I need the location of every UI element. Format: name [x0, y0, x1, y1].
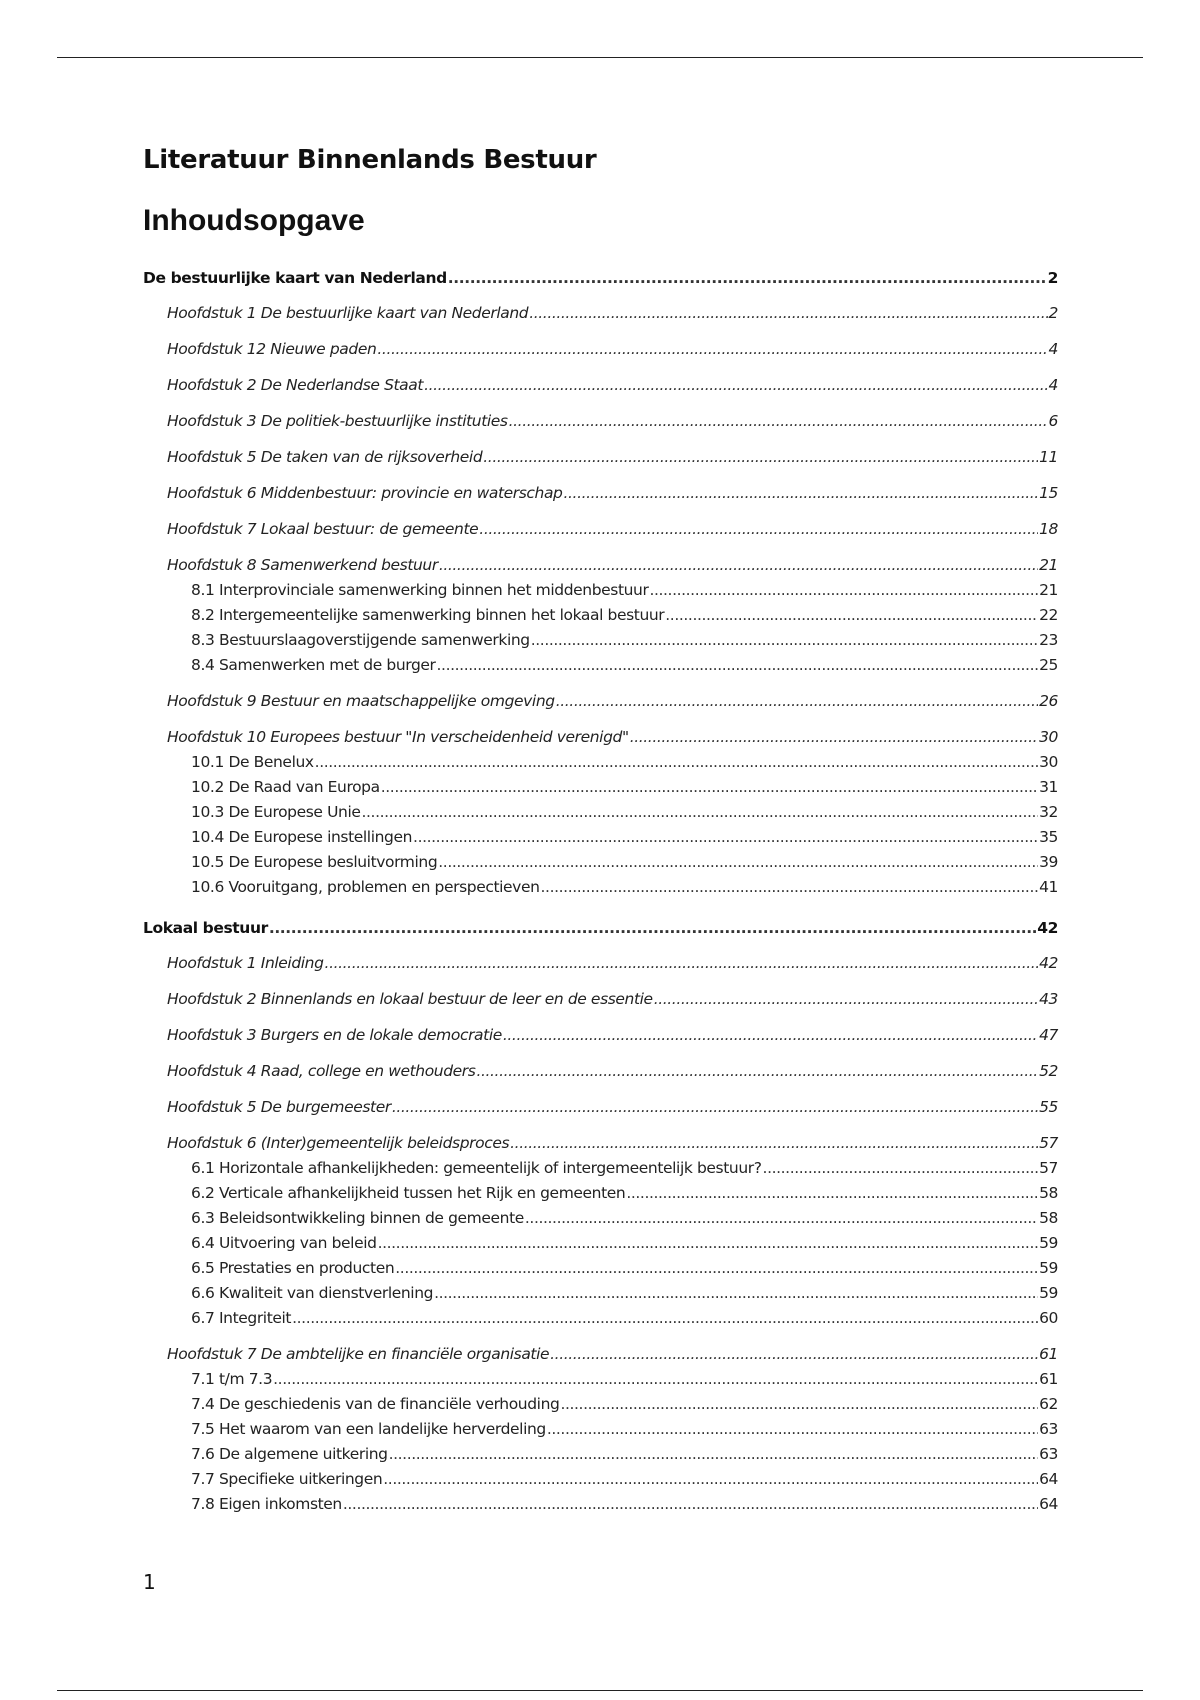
toc-entry-page: 35	[1039, 828, 1058, 846]
toc-entry-chapter[interactable]	[143, 725, 1058, 750]
toc-entry-page: 31	[1039, 778, 1058, 796]
toc-entry-section[interactable]	[143, 1392, 1058, 1417]
page-number: 1	[143, 1570, 156, 1594]
footer-rule	[57, 1690, 1143, 1691]
toc-dot-leader	[630, 725, 1038, 750]
toc-entry-page: 59	[1039, 1259, 1058, 1277]
toc-entry-title: 8.3 Bestuurslaagoverstijgende samenwerking	[191, 631, 530, 649]
toc-entry-title: Hoofdstuk 9 Bestuur en maatschappelijke omgeving	[167, 692, 555, 710]
toc-dot-leader	[269, 916, 1036, 941]
toc-entry-page: 42	[1037, 919, 1058, 937]
toc-entry-section[interactable]	[143, 1206, 1058, 1231]
toc-entry-chapter[interactable]	[143, 1059, 1058, 1084]
toc-entry-section[interactable]	[143, 1442, 1058, 1467]
toc-entry-section[interactable]	[143, 850, 1058, 875]
toc-entry-chapter[interactable]	[143, 301, 1058, 326]
toc-dot-leader	[392, 1095, 1038, 1120]
toc-entry-title: Hoofdstuk 7 Lokaal bestuur: de gemeente	[167, 520, 479, 538]
toc-entry-chapter[interactable]	[143, 373, 1058, 398]
toc-dot-leader	[529, 301, 1047, 326]
header-rule	[57, 57, 1143, 58]
toc-dot-leader	[547, 1417, 1038, 1442]
toc-entry-title: Hoofdstuk 10 Europees bestuur "In verscheidenheid verenigd"	[167, 728, 629, 746]
toc-dot-leader	[292, 1306, 1038, 1331]
toc-entry-section[interactable]	[143, 775, 1058, 800]
toc-dot-leader	[550, 1342, 1038, 1367]
toc-dot-leader	[377, 337, 1047, 362]
toc-dot-leader	[362, 800, 1039, 825]
toc-entry-page: 18	[1039, 520, 1058, 538]
toc-entry-title: Lokaal bestuur	[143, 919, 268, 937]
toc-entry-section[interactable]	[143, 1467, 1058, 1492]
toc-entry-page: 47	[1039, 1026, 1058, 1044]
toc-entry-chapter[interactable]	[143, 553, 1058, 578]
toc-dot-leader	[383, 1467, 1038, 1492]
toc-dot-leader	[413, 825, 1038, 850]
toc-entry-title: Hoofdstuk 5 De burgemeester	[167, 1098, 391, 1116]
toc-entry-title: Hoofdstuk 5 De taken van de rijksoverheid	[167, 448, 483, 466]
toc-entry-title: 10.3 De Europese Unie	[191, 803, 361, 821]
toc-entry-title: 6.4 Uitvoering van beleid	[191, 1234, 377, 1252]
toc-dot-leader	[503, 1023, 1038, 1048]
toc-entry-title: 6.5 Prestaties en producten	[191, 1259, 395, 1277]
toc-dot-leader	[626, 1181, 1038, 1206]
table-of-contents	[143, 266, 1058, 1517]
toc-entry-page: 59	[1039, 1234, 1058, 1252]
toc-entry-section[interactable]	[143, 1256, 1058, 1281]
toc-entry-title: 10.6 Vooruitgang, problemen en perspectieven	[191, 878, 540, 896]
toc-dot-leader	[525, 1206, 1038, 1231]
toc-entry-page: 6	[1048, 412, 1058, 430]
toc-entry-title: 8.2 Intergemeentelijke samenwerking binnen het lokaal bestuur	[191, 606, 665, 624]
toc-dot-leader	[378, 1231, 1039, 1256]
toc-entry-page: 61	[1039, 1370, 1058, 1388]
toc-entry-page: 21	[1039, 581, 1058, 599]
toc-entry-section[interactable]	[143, 1281, 1058, 1306]
toc-entry-title: 6.6 Kwaliteit van dienstverlening	[191, 1284, 434, 1302]
toc-dot-leader	[381, 775, 1038, 800]
toc-entry-section[interactable]	[143, 1417, 1058, 1442]
toc-entry-title: 6.7 Integriteit	[191, 1309, 292, 1327]
toc-entry-page: 57	[1039, 1159, 1058, 1177]
toc-entry-chapter[interactable]	[143, 951, 1058, 976]
toc-entry-section[interactable]	[143, 1181, 1058, 1206]
toc-dot-leader	[763, 1156, 1039, 1181]
toc-entry-page: 21	[1039, 556, 1058, 574]
toc-entry-page: 61	[1039, 1345, 1058, 1363]
toc-dot-leader	[343, 1492, 1038, 1517]
toc-entry-page: 32	[1039, 803, 1058, 821]
toc-entry-page: 22	[1039, 606, 1058, 624]
toc-entry-section[interactable]	[143, 603, 1058, 628]
toc-dot-leader	[556, 689, 1038, 714]
toc-entry-section[interactable]	[143, 628, 1058, 653]
toc-entry-section[interactable]	[143, 750, 1058, 775]
toc-entry-chapter[interactable]	[143, 445, 1058, 470]
toc-dot-leader	[395, 1256, 1038, 1281]
toc-entry-title: 10.1 De Benelux	[191, 753, 314, 771]
toc-entry-page: 43	[1039, 990, 1058, 1008]
toc-dot-leader	[438, 850, 1038, 875]
toc-entry-page: 2	[1048, 304, 1058, 322]
toc-dot-leader	[439, 553, 1038, 578]
toc-entry-page: 63	[1039, 1420, 1058, 1438]
toc-entry-page: 60	[1039, 1309, 1058, 1327]
toc-entry-page: 15	[1039, 484, 1058, 502]
toc-dot-leader	[531, 628, 1038, 653]
toc-entry-chapter[interactable]	[143, 409, 1058, 434]
toc-dot-leader	[434, 1281, 1038, 1306]
toc-entry-section[interactable]	[143, 1492, 1058, 1517]
toc-dot-leader	[654, 987, 1038, 1012]
toc-dot-leader	[483, 445, 1038, 470]
toc-entry-title: 7.4 De geschiedenis van de financiële verhouding	[191, 1395, 560, 1413]
toc-entry-page: 52	[1039, 1062, 1058, 1080]
document-title: Literatuur Binnenlands Bestuur	[143, 145, 597, 175]
toc-entry-chapter[interactable]	[143, 517, 1058, 542]
toc-entry-page: 64	[1039, 1470, 1058, 1488]
toc-dot-leader	[479, 517, 1038, 542]
toc-entry-title: Hoofdstuk 6 Middenbestuur: provincie en waterschap	[167, 484, 563, 502]
toc-entry-title: 7.5 Het waarom van een landelijke herverdeling	[191, 1420, 546, 1438]
toc-entry-page: 41	[1039, 878, 1058, 896]
toc-entry-section[interactable]	[143, 1156, 1058, 1181]
toc-entry-chapter[interactable]	[143, 481, 1058, 506]
toc-entry-page: 4	[1048, 376, 1058, 394]
toc-entry-page: 23	[1039, 631, 1058, 649]
toc-entry-section[interactable]	[143, 800, 1058, 825]
toc-entry-title: 10.4 De Europese instellingen	[191, 828, 413, 846]
toc-entry-section[interactable]	[143, 1231, 1058, 1256]
toc-entry-title: Hoofdstuk 4 Raad, college en wethouders	[167, 1062, 476, 1080]
toc-entry-title: Hoofdstuk 1 Inleiding	[167, 954, 324, 972]
toc-entry-title: Hoofdstuk 12 Nieuwe paden	[167, 340, 377, 358]
toc-entry-section[interactable]	[143, 1306, 1058, 1331]
toc-entry-title: 6.2 Verticale afhankelijkheid tussen het Rijk en gemeenten	[191, 1184, 626, 1202]
toc-dot-leader	[510, 1131, 1038, 1156]
toc-entry-title: 7.1 t/m 7.3	[191, 1370, 273, 1388]
toc-entry-title: Hoofdstuk 3 De politiek-bestuurlijke instituties	[167, 412, 508, 430]
toc-entry-page: 30	[1039, 728, 1058, 746]
toc-entry-title: 6.1 Horizontale afhankelijkheden: gemeentelijk of intergemeentelijk bestuur?	[191, 1159, 762, 1177]
toc-heading: Inhoudsopgave	[143, 204, 365, 237]
toc-entry-page: 59	[1039, 1284, 1058, 1302]
toc-entry-title: Hoofdstuk 7 De ambtelijke en financiële organisatie	[167, 1345, 550, 1363]
toc-entry-section[interactable]	[143, 578, 1058, 603]
toc-dot-leader	[509, 409, 1048, 434]
toc-dot-leader	[325, 951, 1039, 976]
toc-entry-title: 7.6 De algemene uitkering	[191, 1445, 388, 1463]
toc-entry-title: Hoofdstuk 2 De Nederlandse Staat	[167, 376, 424, 394]
toc-entry-title: 7.8 Eigen inkomsten	[191, 1495, 342, 1513]
toc-dot-leader	[437, 653, 1039, 678]
toc-entry-page: 11	[1039, 448, 1058, 466]
toc-entry-section[interactable]	[143, 1367, 1058, 1392]
toc-entry-title: Hoofdstuk 8 Samenwerkend bestuur	[167, 556, 438, 574]
toc-entry-chapter[interactable]	[143, 337, 1058, 362]
toc-entry-title: 10.2 De Raad van Europa	[191, 778, 380, 796]
toc-entry-title: 6.3 Beleidsontwikkeling binnen de gemeente	[191, 1209, 524, 1227]
toc-dot-leader	[389, 1442, 1038, 1467]
toc-entry-page: 25	[1039, 656, 1058, 674]
toc-entry-title: Hoofdstuk 3 Burgers en de lokale democratie	[167, 1026, 502, 1044]
toc-entry-title: 8.4 Samenwerken met de burger	[191, 656, 436, 674]
toc-entry-page: 2	[1047, 269, 1058, 287]
toc-dot-leader	[560, 1392, 1038, 1417]
toc-dot-leader	[665, 603, 1038, 628]
toc-entry-page: 42	[1039, 954, 1058, 972]
toc-entry-title: Hoofdstuk 6 (Inter)gemeentelijk beleidsproces	[167, 1134, 510, 1152]
toc-entry-page: 30	[1039, 753, 1058, 771]
toc-entry-title: 10.5 De Europese besluitvorming	[191, 853, 438, 871]
toc-entry-page: 57	[1039, 1134, 1058, 1152]
toc-entry-page: 64	[1039, 1495, 1058, 1513]
toc-entry-title: 7.7 Specifieke uitkeringen	[191, 1470, 383, 1488]
toc-dot-leader	[315, 750, 1038, 775]
toc-dot-leader	[649, 578, 1038, 603]
toc-entry-title: Hoofdstuk 1 De bestuurlijke kaart van Nederland	[167, 304, 529, 322]
toc-entry-page: 58	[1039, 1209, 1058, 1227]
toc-entry-part[interactable]	[143, 266, 1058, 291]
toc-entry-page: 4	[1048, 340, 1058, 358]
toc-dot-leader	[424, 373, 1047, 398]
toc-entry-page: 62	[1039, 1395, 1058, 1413]
toc-entry-part[interactable]	[143, 916, 1058, 941]
toc-entry-chapter[interactable]	[143, 1131, 1058, 1156]
toc-entry-chapter[interactable]	[143, 689, 1058, 714]
toc-entry-chapter[interactable]	[143, 1095, 1058, 1120]
toc-dot-leader	[564, 481, 1039, 506]
toc-entry-page: 58	[1039, 1184, 1058, 1202]
toc-entry-chapter[interactable]	[143, 987, 1058, 1012]
toc-entry-title: Hoofdstuk 2 Binnenlands en lokaal bestuur de leer en de essentie	[167, 990, 653, 1008]
toc-dot-leader	[476, 1059, 1038, 1084]
toc-entry-title: 8.1 Interprovinciale samenwerking binnen het middenbestuur	[191, 581, 649, 599]
toc-entry-page: 63	[1039, 1445, 1058, 1463]
toc-entry-page: 26	[1039, 692, 1058, 710]
toc-dot-leader	[541, 875, 1039, 900]
toc-dot-leader	[448, 266, 1047, 291]
toc-dot-leader	[273, 1367, 1038, 1392]
toc-entry-chapter[interactable]	[143, 1023, 1058, 1048]
toc-entry-page: 39	[1039, 853, 1058, 871]
toc-entry-page: 55	[1039, 1098, 1058, 1116]
toc-entry-chapter[interactable]	[143, 1342, 1058, 1367]
toc-entry-section[interactable]	[143, 875, 1058, 900]
toc-entry-title: De bestuurlijke kaart van Nederland	[143, 269, 447, 287]
toc-entry-section[interactable]	[143, 825, 1058, 850]
toc-entry-section[interactable]	[143, 653, 1058, 678]
